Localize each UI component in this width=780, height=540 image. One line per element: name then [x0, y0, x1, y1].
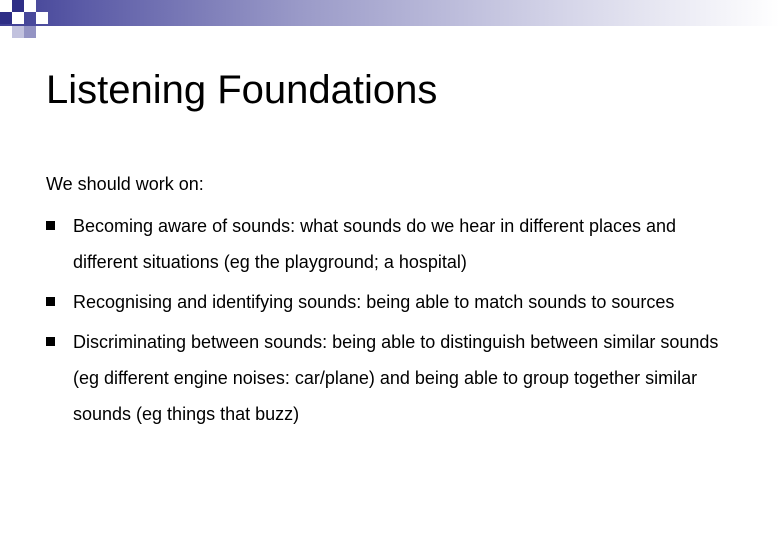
decor-square [0, 0, 12, 12]
bullet-item [46, 324, 736, 432]
square-bullet-icon [46, 297, 55, 306]
decor-square [0, 12, 12, 24]
decor-square [36, 12, 48, 24]
intro-text: We should work on: [46, 174, 204, 194]
decor-square [12, 0, 24, 12]
bullet-item [46, 208, 736, 280]
bullet-text: Recognising and identifying sounds: being able to match sounds to sources [73, 292, 675, 312]
decor-square [12, 26, 24, 38]
bullet-list [46, 208, 736, 436]
square-bullet-icon [46, 221, 55, 230]
decor-square [12, 12, 24, 24]
square-bullet-icon [46, 337, 55, 346]
bullet-text: Becoming aware of sounds: what sounds do we hear in different places and different situations (eg the playground; a hospital) [73, 216, 677, 272]
bullet-text: Discriminating between sounds: being able to distinguish between similar sounds (eg different engine noises: car/plane) and being able to group together similar sounds (eg things that buzz) [73, 332, 719, 424]
decor-square [24, 0, 36, 12]
slide-title: Listening Foundations [46, 68, 438, 112]
header-decoration-band [0, 0, 780, 26]
decor-square [24, 26, 36, 38]
bullet-item [46, 284, 736, 320]
